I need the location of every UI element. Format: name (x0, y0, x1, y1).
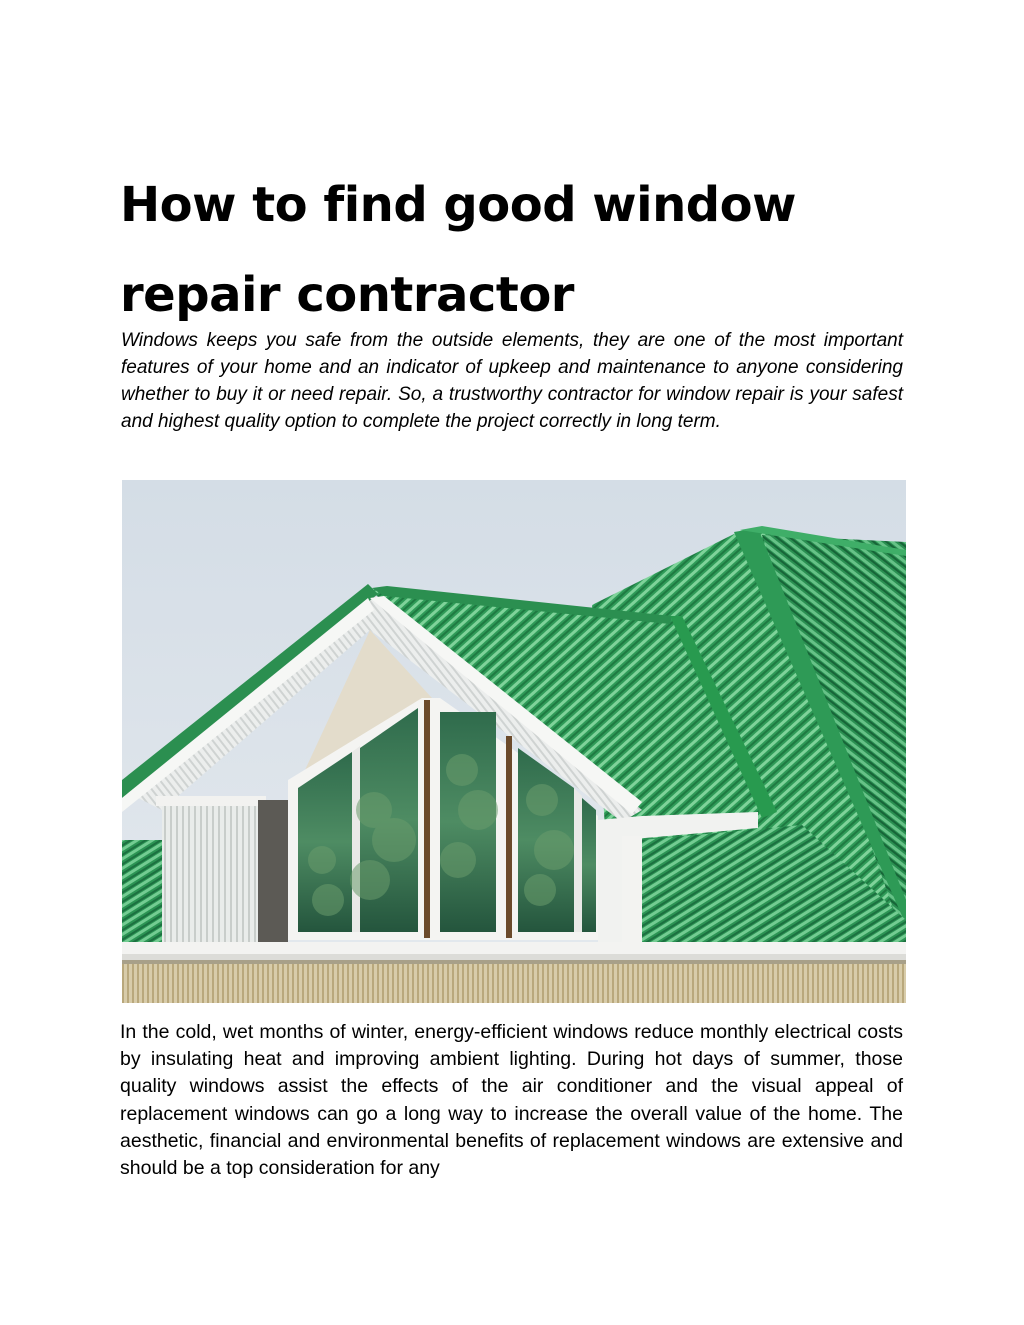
window-pane-4 (582, 798, 596, 932)
house-roof-photo (122, 480, 906, 1003)
body-paragraph: In the cold, wet months of winter, energy-efficient windows reduce monthly electrical costs by insulating heat and improving ambient lighting. During hot days of summer, those quality windows assist the effects of the air conditioner and the visual appeal of replacement windows can go a long way to increase the overall value of the home. The aesthetic, financial and environmental benefits of replacement windows are extensive and should be a top consideration for any (120, 1021, 903, 1180)
page-title: How to find good window repair contractor (120, 177, 796, 323)
intro-paragraph: Windows keeps you safe from the outside elements, they are one of the most important features of your home and an indicator of upkeep and maintenance to anyone considering whether to buy it or need repair. So, a trustworthy contractor for window repair is your safest and highest quality option to complete the project correctly in long term. (121, 330, 903, 432)
fascia (122, 960, 906, 1003)
gutter (122, 942, 906, 956)
wall-siding-left (162, 800, 258, 945)
roof-plane-left (122, 840, 162, 948)
